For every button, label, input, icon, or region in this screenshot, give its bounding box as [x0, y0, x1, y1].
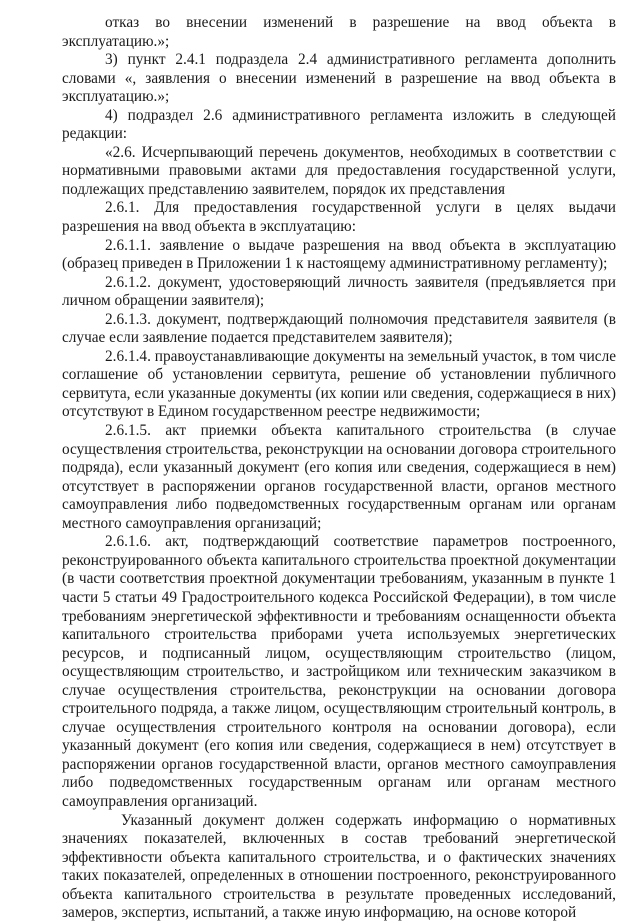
paragraph-refusal-clause: отказ во внесении изменений в разрешение на ввод объекта в эксплуатацию.»;	[62, 14, 616, 50]
paragraph-2-6-1-1: 2.6.1.1. заявление о выдаче разрешения на ввод объекта в эксплуатацию (образец приведен в Приложении 1 к настоящему административному регламенту);	[62, 236, 616, 273]
paragraph-item-3: 3) пункт 2.4.1 подраздела 2.4 административного регламента дополнить словами «, заявления о внесении изменений в разрешение на ввод объекта в эксплуатацию.»;	[62, 51, 616, 106]
paragraph-2-6-1-3: 2.6.1.3. документ, подтверждающий полномочия представителя заявителя (в случае если заявление подается представителем заявителя);	[62, 310, 616, 347]
paragraph-section-2-6-heading: «2.6. Исчерпывающий перечень документов, необходимых в соответствии с нормативными правовыми актами для предоставления государственной услуги, подлежащих представлению заявителем, порядок их представления	[62, 143, 616, 198]
paragraph-item-4: 4) подраздел 2.6 административного регламента изложить в следующей редакции:	[62, 106, 616, 143]
paragraph-document-requirements: Указанный документ должен содержать информацию о нормативных значениях показателей, включенных в состав требований энергетической эффективности объекта капитального строительства, и о фактических значениях таких показателей, определенных в отношении построенного, реконструированного объекта капитального строительства в результате проведенных исследований, замеров, экспертиз, испытаний, а также иную информацию, на основе которой	[62, 811, 616, 922]
paragraph-2-6-1-6: 2.6.1.6. акт, подтверждающий соответствие параметров построенного, реконструированного объекта капитального строительства проектной документации (в части соответствия проектной документации требованиям, указанным в пункте 1 части 5 статьи 49 Градостроительного кодекса Российской Федерации), в том числе требованиям энергетической эффективности и требованиям оснащенности объекта капитального строительства приборами учета используемых энергетических ресурсов, и подписанный лицом, осуществляющим строительство (лицом, осуществляющим строительство, и застройщиком или техническим заказчиком в случае осуществления строительства, реконструкции на основании договора строительного подряда, а также лицом, осуществляющим строительный контроль, в случае осуществления строительного контроля на основании договора), если указанный документ (его копия или сведения, содержащиеся в нем) отсутствует в распоряжении органов государственной власти, органов местного самоуправления либо подведомственных государственным органам или органам местного самоуправления организаций.	[62, 533, 616, 810]
paragraph-2-6-1-4: 2.6.1.4. правоустанавливающие документы на земельный участок, в том числе соглашение об установлении сервитута, решение об установлении публичного сервитута, если указанные документы (их копии или сведения, содержащиеся в них) отсутствуют в Едином государственном реестре недвижимости;	[62, 347, 616, 421]
paragraph-2-6-1-5: 2.6.1.5. акт приемки объекта капитального строительства (в случае осуществления строительства, реконструкции на основании договора строительного подряда), если указанный документ (его копия или сведения, содержащиеся в нем) отсутствует в распоряжении органов государственной власти, органов местного самоуправления либо подведомственных государственным органам или органам местного самоуправления организаций;	[62, 422, 616, 532]
document-page	[62, 14, 616, 923]
paragraph-2-6-1: 2.6.1. Для предоставления государственной услуги в целях выдачи разрешения на ввод объекта в эксплуатацию:	[62, 199, 616, 236]
paragraph-2-6-1-2: 2.6.1.2. документ, удостоверяющий личность заявителя (предъявляется при личном обращении заявителя);	[62, 273, 616, 310]
